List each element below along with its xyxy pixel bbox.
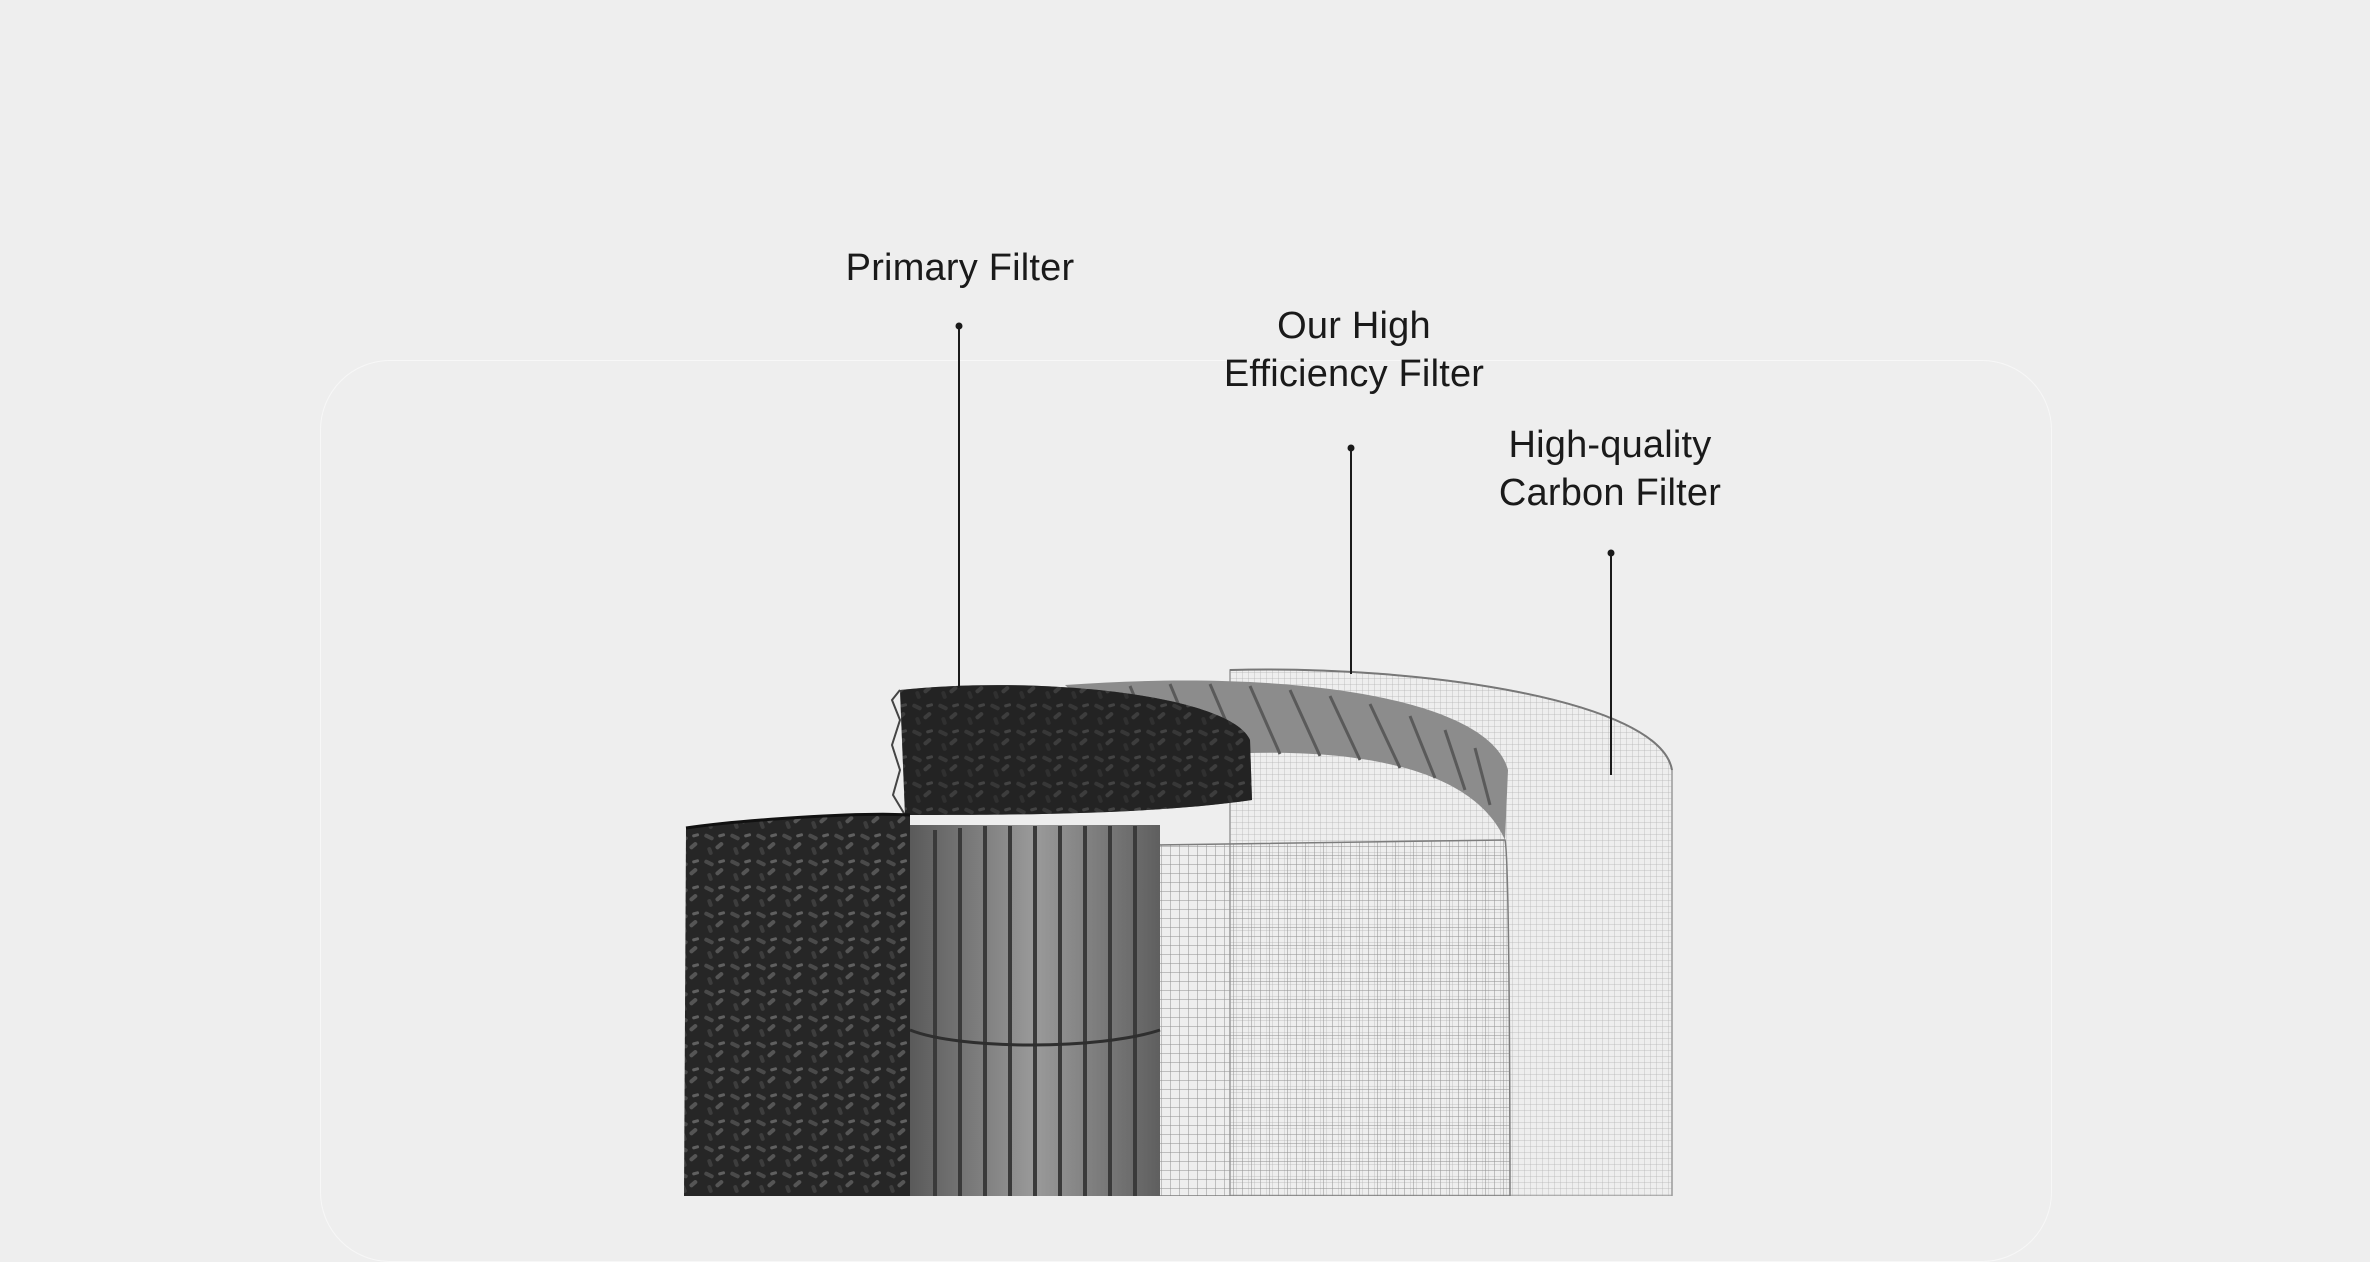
efficiency-filter-label-line-1: Our High — [1277, 305, 1431, 347]
carbon-filter-pointer-line — [1610, 553, 1612, 775]
carbon-filter-label-line-1: High-quality — [1508, 424, 1712, 466]
efficiency-filter-pointer-line — [1350, 448, 1352, 674]
carbon-granule-layer — [684, 814, 910, 1196]
efficiency-filter-label — [1224, 302, 1484, 398]
primary-filter-label-line-1: Primary Filter — [845, 247, 1075, 289]
carbon-filter-label — [1499, 421, 1721, 517]
primary-filter-label — [846, 244, 1075, 292]
efficiency-filter-label-line-2: Efficiency Filter — [1223, 353, 1485, 395]
pleated-filter-layer — [910, 825, 1160, 1196]
primary-filter-pointer-line — [958, 326, 960, 688]
carbon-filter-label-line-2: Carbon Filter — [1498, 472, 1722, 514]
inner-mesh-layer — [1155, 840, 1510, 1196]
